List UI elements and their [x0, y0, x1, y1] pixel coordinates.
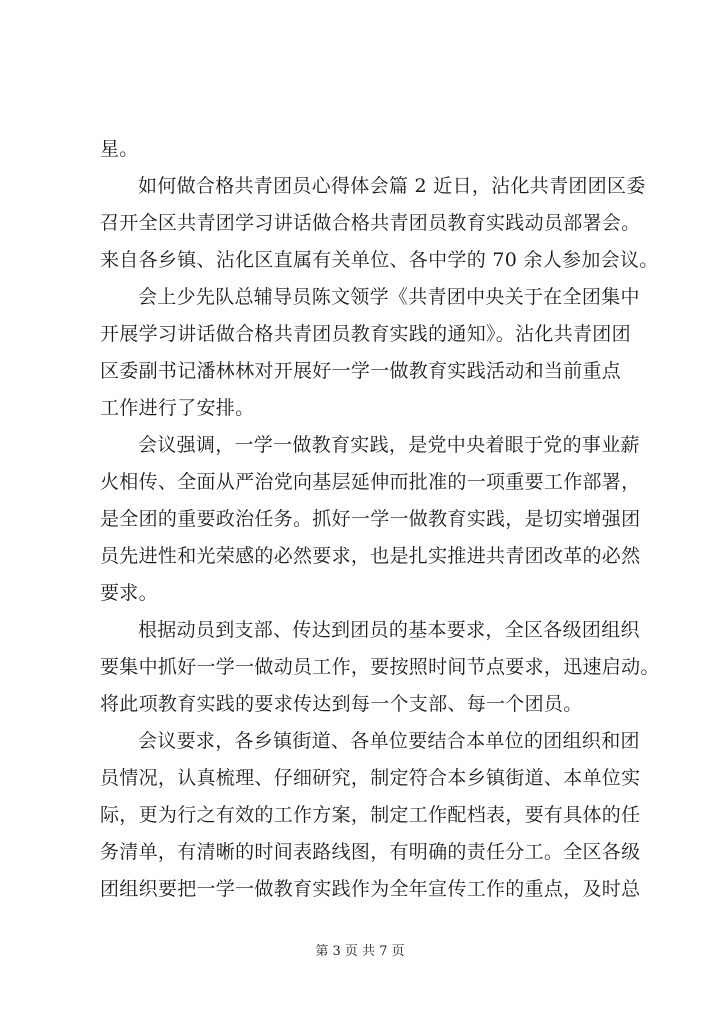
- text-line: 如何做合格共青团员心得体会篇 2 近日，沾化共青团团区委: [138, 175, 646, 197]
- text-line: 会议要求，各乡镇街道、各单位要结合本单位的团组织和团: [138, 730, 640, 752]
- text-line: 星。: [100, 138, 139, 160]
- text-line: 要求。: [100, 582, 158, 604]
- text-line: 会上少先队总辅导员陈文领学《共青团中央关于在全团集中: [138, 286, 640, 308]
- text-line: 召开全区共青团学习讲话做合格共青团员教育实践动员部署会。: [100, 212, 641, 234]
- text-line: 际，更为行之有效的工作方案，制定工作配档表，要有具体的任: [100, 804, 641, 826]
- text-line: 火相传、全面从严治党向基层延伸而批准的一项重要工作部署，: [100, 471, 641, 493]
- page-footer: 第 3 页 共 7 页: [315, 944, 405, 959]
- text-line: 是全团的重要政治任务。抓好一学一做教育实践，是切实增强团: [100, 508, 641, 530]
- text-line: 来自各乡镇、沾化区直属有关单位、各中学的 70 余人参加会议。: [100, 249, 659, 271]
- text-line: 务清单，有清晰的时间表路线图，有明确的责任分工。全区各级: [100, 841, 641, 863]
- text-line: 工作进行了安排。: [100, 397, 255, 419]
- text-line: 会议强调，一学一做教育实践，是党中央着眼于党的事业薪: [138, 434, 640, 456]
- text-line: 开展学习讲话做合格共青团员教育实践的通知》。沾化共青团团: [100, 323, 631, 345]
- document-body: [100, 131, 660, 908]
- text-line: 根据动员到支部、传达到团员的基本要求，全区各级团组织: [138, 619, 640, 641]
- text-line: 将此项教育实践的要求传达到每一个支部、每一个团员。: [100, 693, 583, 715]
- text-line: 员情况，认真梳理、仔细研究，制定符合本乡镇街道、本单位实: [100, 767, 641, 789]
- text-line: 要集中抓好一学一做动员工作，要按照时间节点要求，迅速启动。: [100, 656, 660, 678]
- text-line: 团组织要把一学一做教育实践作为全年宣传工作的重点，及时总: [100, 878, 641, 900]
- text-line: 员先进性和光荣感的必然要求，也是扎实推进共青团改革的必然: [100, 545, 641, 567]
- text-line: 区委副书记潘林林对开展好一学一做教育实践活动和当前重点: [100, 360, 622, 382]
